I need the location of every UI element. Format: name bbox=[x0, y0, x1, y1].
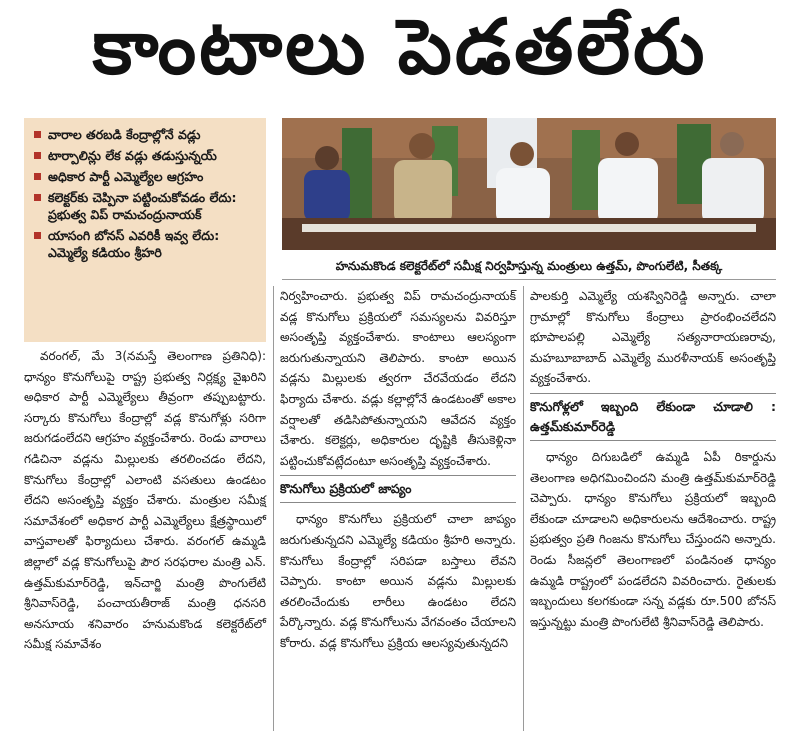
paragraph: పాలకుర్తి ఎమ్మెల్యే యశస్వినిరెడ్డి అన్నారు. చాలా గ్రామాల్లో కొనుగోలు కేంద్రాలు ప్రారంభించలేదని భూపాలపల్లి ఎమ్మెల్యే సత్యనారాయణరావు, మహబూబాబాద్ ఎమ్మెల్యే మురళీనాయక్ అసంతృప్తి వ్యక్తంచేశారు. bbox=[530, 289, 776, 386]
highlight-item: యాసంగి బోనస్ ఎవరికీ ఇవ్వ లేదు: ఎమ్మెల్యే కడియం శ్రీహరి bbox=[34, 227, 260, 261]
article-column-3 bbox=[530, 286, 776, 632]
photo-caption: హనుమకొండ కలెక్టరేట్‌లో సమీక్ష నిర్వహిస్తున్న మంత్రులు ఉత్తమ్, పొంగులేటి, సీతక్క bbox=[282, 253, 776, 280]
paragraph: నిర్వహించారు. ప్రభుత్వ విప్ రామచంద్రునాయక్ వడ్ల కొనుగోలు ప్రక్రియలో సమస్యలను వివరిస్తూ అసంతృప్తి వ్యక్తంచేశారు. కాంటాలు ఆలస్యంగా జరుగుతున్నాయని తెలిపారు. కాంటా అయిన వడ్లను మిల్లులకు త్వరగా చేరవేయడం లేదని ఫిర్యాదు చేశారు. వడ్లు కల్లాల్లోనే ఉండటంతో అకాల వర్షాలతో తడిసిపోతున్నాయని ఆవేదన వ్యక్తం చేశారు. కలెక్టర్లు, అధికారుల దృష్టికి తీసుకెళ్లినా పట్టించుకోవట్లేదంటూ అసంతృప్తి వ్యక్తంచేశారు. bbox=[280, 289, 516, 468]
bullet-marker-icon bbox=[34, 232, 41, 239]
bullet-marker-icon bbox=[34, 194, 41, 201]
column-divider bbox=[273, 286, 274, 731]
column-divider bbox=[523, 286, 524, 731]
highlight-item: టార్పాలిన్లు లేక వడ్లు తడుస్తున్నయ్ bbox=[34, 147, 260, 164]
meeting-photo-illustration bbox=[282, 118, 776, 250]
highlight-item: అధికార పార్టీ ఎమ్మెల్యేల ఆగ్రహం bbox=[34, 168, 260, 185]
subheading: కొనుగోలు ప్రక్రియలో జాప్యం bbox=[280, 475, 516, 503]
paragraph: వరంగల్, మే 3(నమస్తే తెలంగాణ ప్రతినిధి): ధాన్యం కొనుగోలుపై రాష్ట్ర ప్రభుత్వ నిర్లక్ష్య వైఖరిని అధికార పార్టీ ఎమ్మెల్యేలు తీవ్రంగా తప్పుబట్టారు. సర్కారు కొనుగోలు కేంద్రాల్లో వడ్ల కొనుగోళ్లు సరిగా జరుగడంలేదని ఆగ్రహం వ్యక్తంచేశారు. రెండు వారాలు గడిచినా వడ్లను మిల్లులకు తరలించడం లేదని, కొనుగోలు కేంద్రాల్లో ఎలాంటి వసతులు ఉండటం లేదని అసంతృప్తి వ్యక్తం చేశారు. మంత్రుల సమీక్ష సమావేశంలో అధికార పార్టీ ఎమ్మెల్యేలు క్షేత్రస్థాయిలో వాస్తవాలతో ఫిర్యాదులు చేశారు. వరంగల్ ఉమ్మడి జిల్లాలో వడ్ల కొనుగోలుపై పౌర సరఫరాల మంత్రి ఎన్. ఉత్తమ్‌కుమార్‌రెడ్డి, ఇన్‌చార్జి మంత్రి పొంగులేటి శ్రీనివాస్‌రెడ్డి, పంచాయతీరాజ్ మంత్రి ధనసరి అనసూయ శనివారం హనుమకొండ కలెక్టరేట్‌లో సమీక్ష సమావేశం bbox=[24, 349, 266, 652]
meeting-photo bbox=[282, 118, 776, 250]
article-column-2 bbox=[280, 286, 516, 654]
bullet-marker-icon bbox=[34, 173, 41, 180]
bullet-marker-icon bbox=[34, 152, 41, 159]
bullet-marker-icon bbox=[34, 131, 41, 138]
highlight-item: వారాల తరబడి కేంద్రాల్లోనే వడ్లు bbox=[34, 126, 260, 143]
highlight-item: కలెక్టర్‌కు చెప్పినా పట్టించుకోవడం లేదు: ప్రభుత్వ విప్ రామచంద్రునాయక్ bbox=[34, 189, 260, 223]
headline: కాంటాలు పెడతలేరు bbox=[92, 2, 708, 91]
subheading: కొనుగోళ్లలో ఇబ్బంది లేకుండా చూడాలి : ఉత్తమ్‌కుమార్‌రెడ్డి bbox=[530, 393, 776, 441]
paragraph: ధాన్యం కొనుగోలు ప్రక్రియలో చాలా జాప్యం జరుగుతున్నదని ఎమ్మెల్యే కడియం శ్రీహరి అన్నారు. కొనుగోలు కేంద్రాల్లో సరిపడా బస్తాలు లేవని చెప్పారు. కాంటా అయిన వడ్లను మిల్లులకు తరలించేందుకు లారీలు ఉండటం లేదని పేర్కొన్నారు. వడ్ల కొనుగోలును వేగవంతం చేయాలని కోరారు. వడ్ల కొనుగోలు ప్రక్రియ ఆలస్యవుతున్నదని bbox=[280, 512, 516, 650]
paragraph: ధాన్యం దిగుబడిలో ఉమ్మడి ఏపీ రికార్డును తెలంగాణ అధిగమించిందని మంత్రి ఉత్తమ్‌కుమార్‌రెడ్డి చెప్పారు. ధాన్యం కొనుగోలు ప్రక్రియలో ఇబ్బంది లేకుండా చూడాలని అధికారులను ఆదేశించారు. రాష్ట్ర ప్రభుత్వం ప్రతి గింజను కొనుగోలు చేస్తుందని అన్నారు. రెండు సీజన్లలో తెలంగాణలో పండినంత ధాన్యం ఉమ్మడి రాష్ట్రంలో పండలేదని వివరించారు. రైతులకు ఇబ్బందులు కలగకుండా సన్న వడ్లకు రూ.500 బోనస్ ఇస్తున్నట్టు మంత్రి పొంగులేటి శ్రీనివాస్‌రెడ్డి తెలిపారు. bbox=[530, 449, 776, 629]
highlights-box bbox=[24, 118, 266, 342]
article-column-1 bbox=[24, 346, 266, 655]
